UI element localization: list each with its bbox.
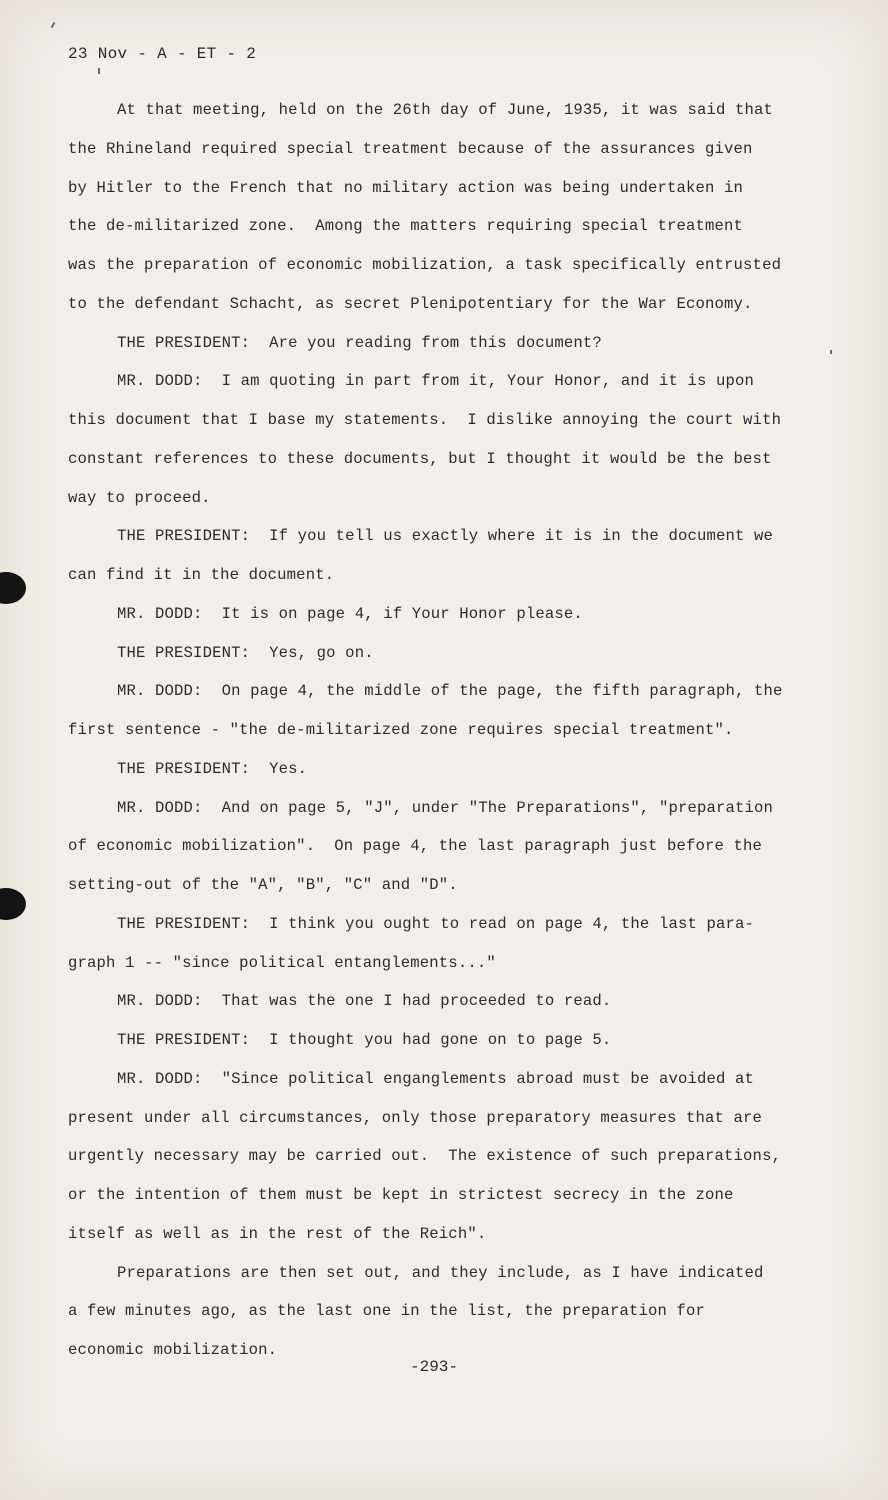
text-line: setting-out of the "A", "B", "C" and "D". [68,876,458,894]
text-line: the Rhineland required special treatment because of the assurances given [68,139,753,158]
text-line: to the defendant Schacht, as secret Plenipotentiary for the War Economy. [68,294,753,313]
text-line: THE PRESIDENT: I think you ought to read on page 4, the last para- [117,914,755,933]
text-line: graph 1 -- "since political entanglements..." [68,953,496,972]
text-line: of economic mobilization". On page 4, the last paragraph just before the [68,837,763,856]
text-line: THE PRESIDENT: Yes, go on. [117,643,374,662]
text-line: present under all circumstances, only those preparatory measures that are [68,1108,763,1127]
text-line: constant references to these documents, but I thought it would be the best [68,449,772,468]
text-line: THE PRESIDENT: Yes. [117,759,308,778]
page-header: 23 Nov - A - ET - 2 [68,45,257,63]
text-line: by Hitler to the French that no military action was being undertaken in [68,178,744,197]
stray-mark [830,350,832,354]
text-line: MR. DODD: I am quoting in part from it, Your Honor, and it is upon [117,372,755,391]
text-line: urgently necessary may be carried out. The existence of such preparations, [68,1147,782,1166]
stray-mark [51,22,56,28]
text-line: MR. DODD: It is on page 4, if Your Honor please. [117,604,583,623]
text-line: the de-militarized zone. Among the matters requiring special treatment [68,217,744,236]
text-line: MR. DODD: On page 4, the middle of the page, the fifth paragraph, the [117,682,783,701]
text-line: MR. DODD: That was the one I had proceeded to read. [117,992,612,1011]
text-line: Preparations are then set out, and they include, as I have indicated [117,1263,764,1282]
text-line: can find it in the document. [68,566,335,584]
text-line: or the intention of them must be kept in strictest secrecy in the zone [68,1186,734,1204]
text-line: economic mobilization. [68,1341,278,1359]
punch-hole [0,888,26,920]
text-line: MR. DODD: And on page 5, "J", under "The Preparations", "preparation [117,798,774,817]
stray-mark [98,68,100,74]
text-line: itself as well as in the rest of the Reich". [68,1224,487,1243]
text-line: first sentence - "the de-militarized zone requires special treatment". [68,721,734,739]
text-line: THE PRESIDENT: I thought you had gone on to page 5. [117,1031,612,1049]
page-number: -293- [410,1358,459,1376]
text-line: a few minutes ago, as the last one in the list, the preparation for [68,1302,706,1321]
text-line: this document that I base my statements. I dislike annoying the court with [68,411,782,429]
text-line: THE PRESIDENT: If you tell us exactly where it is in the document we [117,527,774,546]
text-line: way to proceed. [68,488,211,507]
punch-hole [0,572,26,604]
text-line: THE PRESIDENT: Are you reading from this document? [117,333,602,352]
text-line: MR. DODD: "Since political enganglements abroad must be avoided at [117,1069,755,1088]
text-line: At that meeting, held on the 26th day of June, 1935, it was said that [117,101,774,119]
text-line: was the preparation of economic mobilization, a task specifically entrusted [68,256,782,274]
